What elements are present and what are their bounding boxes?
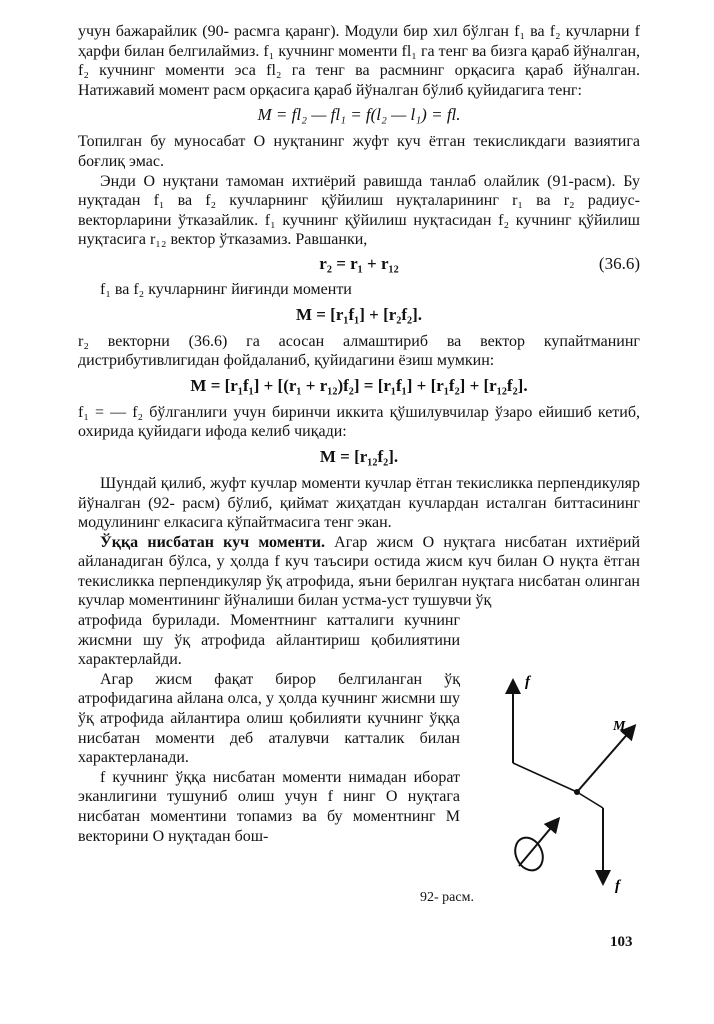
label-f-bottom: f — [615, 878, 620, 894]
paragraph-5: r₂ векторни (36.6) га асосан алмаштириб ва вектор купайтманинг дистрибутивлигидан фойдаланиб, қуйидагини ёзиш мумкин: — [78, 332, 640, 370]
paragraph-6: f₁ = — f₂ бўлганлиги учун биринчи иккита қўшилувчилар ўзаро ейишиб кетиб, охирида қуйидаги ифода келиб чиқади: — [78, 403, 640, 441]
equation-36-6-body: r₂ = r₁ + r₁₂ — [319, 253, 399, 273]
formula-total-moment: M = [r₁f₁] + [r₂f₂]. — [295, 304, 423, 324]
moment-vector-arrow — [577, 730, 631, 792]
paragraph-8-continued: атрофида бурилади. Моментнинг катталиги кучнинг жисмни шу ўқ атрофида айлантириш қобилиятини характерлайди. — [78, 612, 460, 669]
paragraph-2: Топилган бу муносабат O нуқтанинг жуфт куч ётган текисликдаги вазиятига боғлиқ эмас. — [78, 133, 640, 170]
figure-92 — [495, 668, 645, 908]
narrow-column — [78, 611, 460, 846]
paragraph-10: f кучнинг ўққа нисбатан моменти нимадан иборат эканлигини тушуниб олиш учун f нинг O нуқтага нисбатан моментини топамиз ва бу моментнинг M векторини O нуқтадан бош- — [78, 768, 460, 845]
figure-caption: 92- расм. — [420, 890, 474, 905]
paragraph-7: Шундай қилиб, жуфт кучлар моменти кучлар ётган текисликка перпендикуляр йўналган (92- расм) бўлиб, қиймат жиҳатдан кучлардан исталган биттасининг модулининг елкасига кўпайтмасига тенг экан. — [78, 474, 640, 532]
paragraph-3: Энди O нуқтани тамоман ихтиёрий равишда танлаб олайлик (91-расм). Бу нуқтадан f₁ ва f₂ кучларнинг қўйилиш нуқталарининг r₁ ва r₂ радиус-векторларини ўтказайлик. f₁ кучнинг қўйилиш нуқтасидан f₂ кучнинг қўйилиш нуқтасига r₁₂ вектор ўтказамиз. Равшанки, — [78, 172, 640, 249]
paragraph-4: f₁ ва f₂ кучларнинг йиғинди моменти — [100, 280, 352, 298]
paragraph-8-body: Агар жисм O нуқтага нисбатан ихтиёрий айланадиган бўлса, у ҳолда f куч таъсири остида жисм куч билан O нуқта ётган текисликка перпендикуляр ўқ атрофида, яъни берилган нуқтага нисбатан олинган кучлар моментининг йўналиши билан устма-уст тушувчи ўқ — [78, 533, 641, 610]
section-heading: Ўққа нисбатан куч моменти. — [100, 533, 325, 551]
formula-expanded-moment: M = [r₁f₁] + [(r₁ + r₁₂)f₂] = [r₁f₁] + [r₁f₂] + [r₁₂f₂]. — [190, 375, 528, 395]
center-point — [574, 789, 580, 795]
lever-line — [513, 763, 577, 792]
paragraph-9: Агар жисм фақат бирор белгиланган ўқ атрофидагина айлана олса, у ҳолда кучнинг жисмни шу ўқ атрофида айлантира олиш қобилияти кучнинг ўққа нисбатан моменти деб аталувчи катталик билан характерланади. — [78, 670, 460, 767]
rotation-axis-arrow — [519, 823, 555, 866]
equation-number: (36.6) — [598, 253, 640, 273]
page-number: 103 — [610, 934, 633, 950]
paragraph-8 — [78, 533, 640, 611]
label-M: M — [613, 719, 626, 734]
lever-line-lower — [577, 792, 603, 808]
formula-moment-sum: M = fl₂ — fl₁ = f(l₂ — l₁) = fl. — [257, 105, 461, 125]
equation-36-6 — [78, 254, 640, 274]
label-f-top: f — [525, 674, 530, 690]
paragraph-1: учун бажарайлик (90- расмга қаранг). Модули бир хил бўлган f₁ ва f₂ кучларни f ҳарфи билан белгилаймиз. f₁ кучнинг моменти fl₁ га тенг ва бизга қараб йўналган, f₂ кучнинг моменти эса fl₂ га тенг ва расмнинг орқасига қараб йўналган. Натижавий момент расм орқасига қараб йўналган бўлиб қуйидагига тенг: — [78, 23, 640, 99]
formula-final-moment: M = [r₁₂f₂]. — [319, 446, 399, 466]
